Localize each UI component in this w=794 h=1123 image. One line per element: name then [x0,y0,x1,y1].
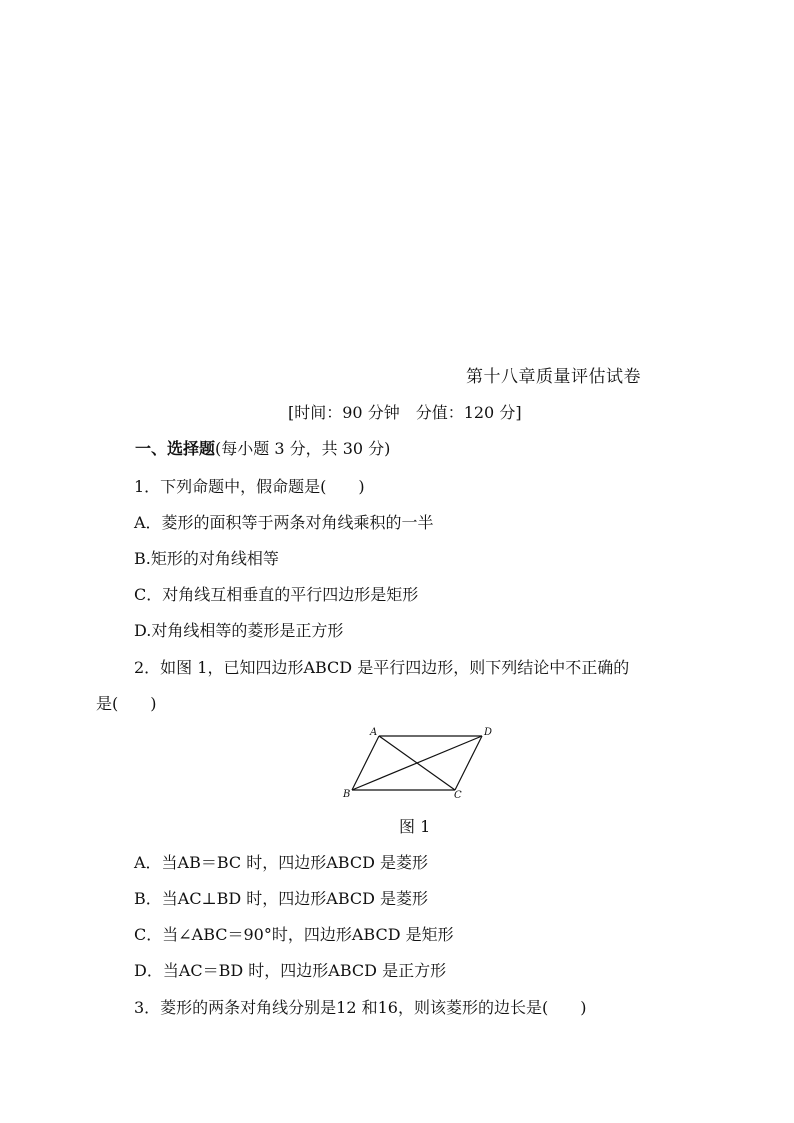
question-2-stem: 2．如图 1，已知四边形ABCD 是平行四边形，则下列结论中不正确的 [134,658,630,677]
parallelogram-figure [336,724,506,806]
question-1-option-b: B.矩形的对角线相等 [134,549,279,568]
vertex-label-c: C [454,790,462,801]
vertex-label-d: D [484,727,493,738]
question-3-stem: 3．菱形的两条对角线分别是12 和16，则该菱形的边长是( ) [134,998,587,1017]
section-heading-note: (每小题 3 分，共 30 分) [215,439,391,458]
question-1-option-d: D.对角线相等的菱形是正方形 [134,621,344,640]
question-2-option-b: B．当AC⊥BD 时，四边形ABCD 是菱形 [134,889,429,908]
figure-caption: 图 1 [399,817,431,836]
section-heading-label: 一、选择题 [135,439,216,458]
question-1-stem: 1．下列命题中，假命题是( ) [134,477,365,496]
vertex-label-a: A [370,727,378,738]
exam-info: [时间：90 分钟 分值：120 分] [288,403,522,422]
question-2-option-c: C．当∠ABC＝90°时，四边形ABCD 是矩形 [134,925,454,944]
question-1-option-c: C．对角线互相垂直的平行四边形是矩形 [134,585,419,604]
side-dc [455,736,482,790]
question-2-option-d: D．当AC＝BD 时，四边形ABCD 是正方形 [134,961,447,980]
diagonal-bd [352,736,482,790]
question-2-option-a: A．当AB＝BC 时，四边形ABCD 是菱形 [134,853,429,872]
question-1-option-a: A．菱形的面积等于两条对角线乘积的一半 [134,513,434,532]
page-title: 第十八章质量评估试卷 [466,367,641,387]
section-heading [135,438,390,460]
vertex-label-b: B [343,789,351,800]
side-ab [352,736,379,790]
question-2-stem-continued: 是( ) [96,694,157,713]
